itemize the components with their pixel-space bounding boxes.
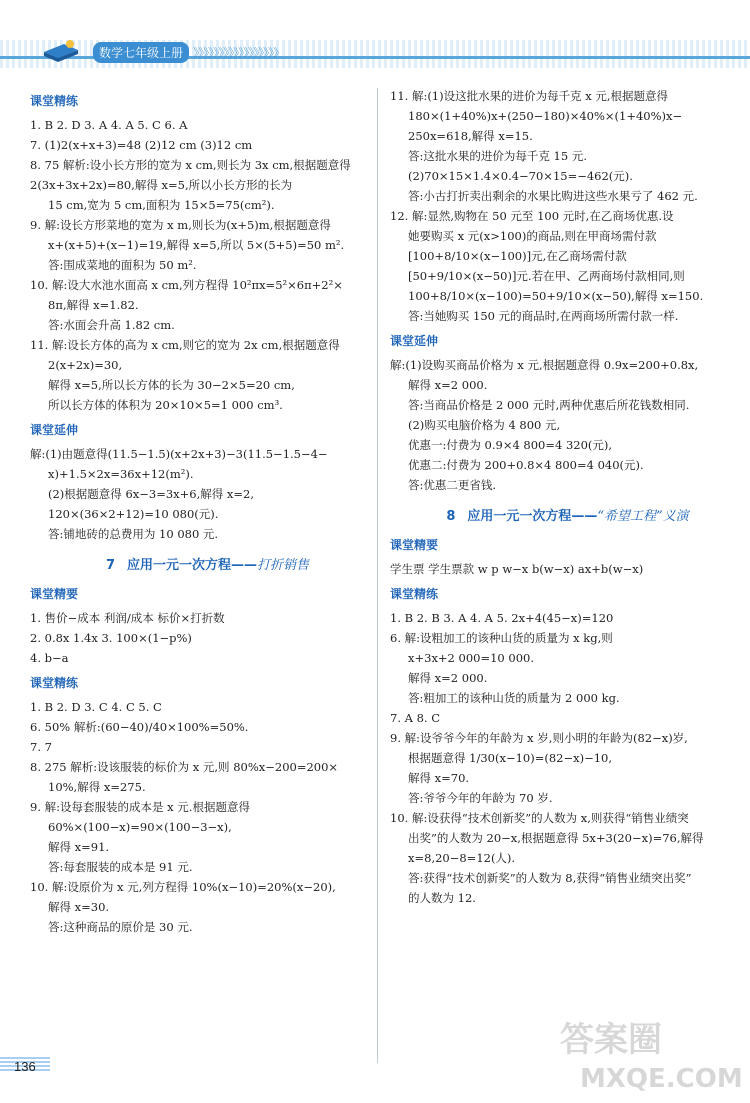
chapter-title-text: 应用一元一次方程—— [467, 509, 598, 524]
answer-line: 100+8/10×(x−100)=50+9/10×(x−50),解得 x=150. [408, 289, 704, 303]
answer-line: 6. 解:设粗加工的该种山货的质量为 x kg,则 [390, 631, 613, 645]
answer-line: 学生票 学生票款 w p w−x b(w−x) ax+b(w−x) [390, 562, 644, 576]
answer-line: 2(x+2x)=30, [48, 358, 123, 372]
answer-line: 10. 解:设原价为 x 元,列方程得 10%(x−10)=20%(x−20), [30, 880, 336, 894]
answer-line: 解:(1)设购买商品价格为 x 元,根据题意得 0.9x=200+0.8x, [390, 358, 699, 372]
answer-line: x+3x+2 000=10 000. [408, 651, 535, 665]
answer-line: x)+1.5×2x=36x+12(m²). [48, 467, 194, 481]
answer-line: 解得 x=2 000. [408, 378, 488, 392]
answer-line: 11. 解:(1)设这批水果的进价为每千克 x 元,根据题意得 [390, 89, 669, 103]
answer-line: 答:每套服装的成本是 91 元. [48, 860, 193, 874]
chapter-number: 7 [105, 558, 115, 573]
header-chevrons: 》》》》》》》》》》》》》》》》》 [193, 46, 285, 60]
answer-line: 11. 解:设长方体的高为 x cm,则它的宽为 2x cm,根据题意得 [30, 338, 340, 352]
section-heading: 课堂精练 [30, 676, 79, 690]
watermark-url: MXQE.COM [580, 1064, 743, 1094]
section-heading: 课堂精要 [390, 538, 439, 552]
answer-line: [50+9/10×(x−50)]元.若在甲、乙两商场付款相同,则 [408, 269, 685, 283]
answer-line: 答:优惠二更省钱. [408, 478, 497, 492]
answer-line: 120×(36×2+12)=10 080(元). [48, 507, 219, 521]
answer-line: 7. 7 [30, 740, 52, 754]
answer-line: 优惠二:付费为 200+0.8×4 800=4 040(元). [408, 458, 644, 472]
answer-line: 解得 x=91. [48, 840, 110, 854]
answer-line: 8. 75 解析:设小长方形的宽为 x cm,则长为 3x cm,根据题意得 [30, 158, 351, 172]
answer-line: 15 cm,宽为 5 cm,面积为 15×5=75(cm²). [48, 198, 275, 212]
answer-line: 1. B 2. B 3. A 4. A 5. 2x+4(45−x)=120 [390, 611, 614, 625]
answer-line: 所以长方体的体积为 20×10×5=1 000 cm³. [48, 398, 283, 412]
answer-line: 答:粗加工的该种山货的质量为 2 000 kg. [408, 691, 620, 705]
answer-line: 1. B 2. D 3. C 4. C 5. C [30, 700, 162, 714]
answer-line: 60%×(100−x)=90×(100−3−x), [48, 820, 232, 834]
answer-line: 答:围成菜地的面积为 50 m². [48, 258, 197, 272]
answer-line: 12. 解:显然,购物在 50 元至 100 元时,在乙商场优惠.设 [390, 209, 674, 223]
page-header [0, 0, 750, 78]
answer-line: 10%,解得 x=275. [48, 780, 146, 794]
answer-line: 的人数为 12. [408, 891, 476, 905]
answer-line: 答:这批水果的进价为每千克 15 元. [408, 149, 587, 163]
section-heading: 课堂延伸 [390, 334, 439, 348]
answer-line: 答:当她购买 150 元的商品时,在两商场所需付款一样. [408, 309, 679, 323]
answer-line: 2(3x+3x+2x)=80,解得 x=5,所以小长方形的长为 [30, 178, 293, 192]
answer-line: 180×(1+40%)x+(250−180)×40%×(1+40%)x− [408, 109, 683, 123]
section-heading: 课堂精练 [30, 94, 79, 108]
answer-line: 答:爷爷今年的年龄为 70 岁. [408, 791, 553, 805]
answer-line: 答:小古打折卖出剩余的水果比购进这些水果亏了 462 元. [408, 189, 698, 203]
answer-line: 出奖”的人数为 20−x,根据题意得 5x+3(20−x)=76,解得 [408, 831, 704, 845]
book-stack-icon [40, 38, 80, 66]
answer-line: 9. 解:设爷爷今年的年龄为 x 岁,则小明的年龄为(82−x)岁, [390, 731, 688, 745]
answer-line: [100+8/10×(x−100)]元,在乙商场需付款 [408, 249, 627, 263]
answer-line: 解:(1)由题意得(11.5−1.5)(x+2x+3)−3(11.5−1.5−4− [30, 447, 328, 461]
answer-line: 7. (1)2(x+x+3)=48 (2)12 cm (3)12 cm [30, 138, 253, 152]
answer-line: 10. 解:设获得“技术创新奖”的人数为 x,则获得“销售业绩突 [390, 811, 689, 825]
answer-line: 答:获得“技术创新奖”的人数为 8,获得“销售业绩突出奖” [408, 871, 692, 885]
answer-line: 8. 275 解析:设该服装的标价为 x 元,则 80%x−200=200× [30, 760, 339, 774]
answer-line: 解得 x=70. [408, 771, 470, 785]
answer-line: 答:当商品价格是 2 000 元时,两种优惠后所花钱数相同. [408, 398, 690, 412]
right-column [390, 86, 745, 908]
chapter-title [390, 505, 745, 524]
answer-line: 9. 解:设长方形菜地的宽为 x m,则长为(x+5)m,根据题意得 [30, 218, 331, 232]
answer-line: 优惠一:付费为 0.9×4 800=4 320(元), [408, 438, 613, 452]
section-heading: 课堂精要 [30, 587, 79, 601]
page-number: 136 [14, 1059, 36, 1074]
answer-line: 6. 50% 解析:(60−40)/40×100%=50%. [30, 720, 249, 734]
answer-line: (2)购买电脑价格为 4 800 元, [408, 418, 561, 432]
answer-line: 9. 解:设每套服装的成本是 x 元.根据题意得 [30, 800, 250, 814]
book-title: 数学七年级上册 [93, 42, 189, 63]
answer-line: 1. B 2. D 3. A 4. A 5. C 6. A [30, 118, 188, 132]
answer-line: 10. 解:设大水池水面高 x cm,列方程得 10²πx=5²×6π+2²× [30, 278, 343, 292]
answer-line: 1. 售价−成本 利润/成本 标价×打折数 [30, 611, 225, 625]
answer-line: 她要购买 x 元(x>100)的商品,则在甲商场需付款 [408, 229, 657, 243]
answer-line: 4. b−a [30, 651, 69, 665]
answer-line: 8π,解得 x=1.82. [48, 298, 139, 312]
chapter-title [30, 554, 385, 573]
answer-line: 根据题意得 1/30(x−10)=(82−x)−10, [408, 751, 612, 765]
chapter-subtitle: “希望工程”义演 [597, 509, 689, 524]
chapter-number: 8 [446, 509, 456, 524]
section-heading: 课堂延伸 [30, 423, 79, 437]
answer-line: x=8,20−8=12(人). [408, 851, 516, 865]
watermark-logo-text: 答案圈 [560, 1020, 662, 1060]
chapter-title-text: 应用一元一次方程—— [127, 558, 258, 573]
answer-line: 2. 0.8x 1.4x 3. 100×(1−p%) [30, 631, 192, 645]
answer-line: 解得 x=5,所以长方体的长为 30−2×5=20 cm, [48, 378, 295, 392]
answer-line: 250x=618,解得 x=15. [408, 129, 533, 143]
answer-line: 答:铺地砖的总费用为 10 080 元. [48, 527, 219, 541]
answer-line: 答:这种商品的原价是 30 元. [48, 920, 193, 934]
section-heading: 课堂精练 [390, 587, 439, 601]
chapter-subtitle: 打折销售 [257, 558, 310, 573]
answer-line: 7. A 8. C [390, 711, 441, 725]
watermark [560, 1012, 750, 1102]
answer-line: 答:水面会升高 1.82 cm. [48, 318, 175, 332]
answer-line: (2)70×15×1.4×0.4−70×15=−462(元). [408, 169, 633, 183]
answer-line: x+(x+5)+(x−1)=19,解得 x=5,所以 5×(5+5)=50 m². [48, 238, 345, 252]
answer-line: 解得 x=2 000. [408, 671, 488, 685]
left-column [30, 86, 385, 937]
answer-line: 解得 x=30. [48, 900, 110, 914]
answer-line: (2)根据题意得 6x−3=3x+6,解得 x=2, [48, 487, 254, 501]
